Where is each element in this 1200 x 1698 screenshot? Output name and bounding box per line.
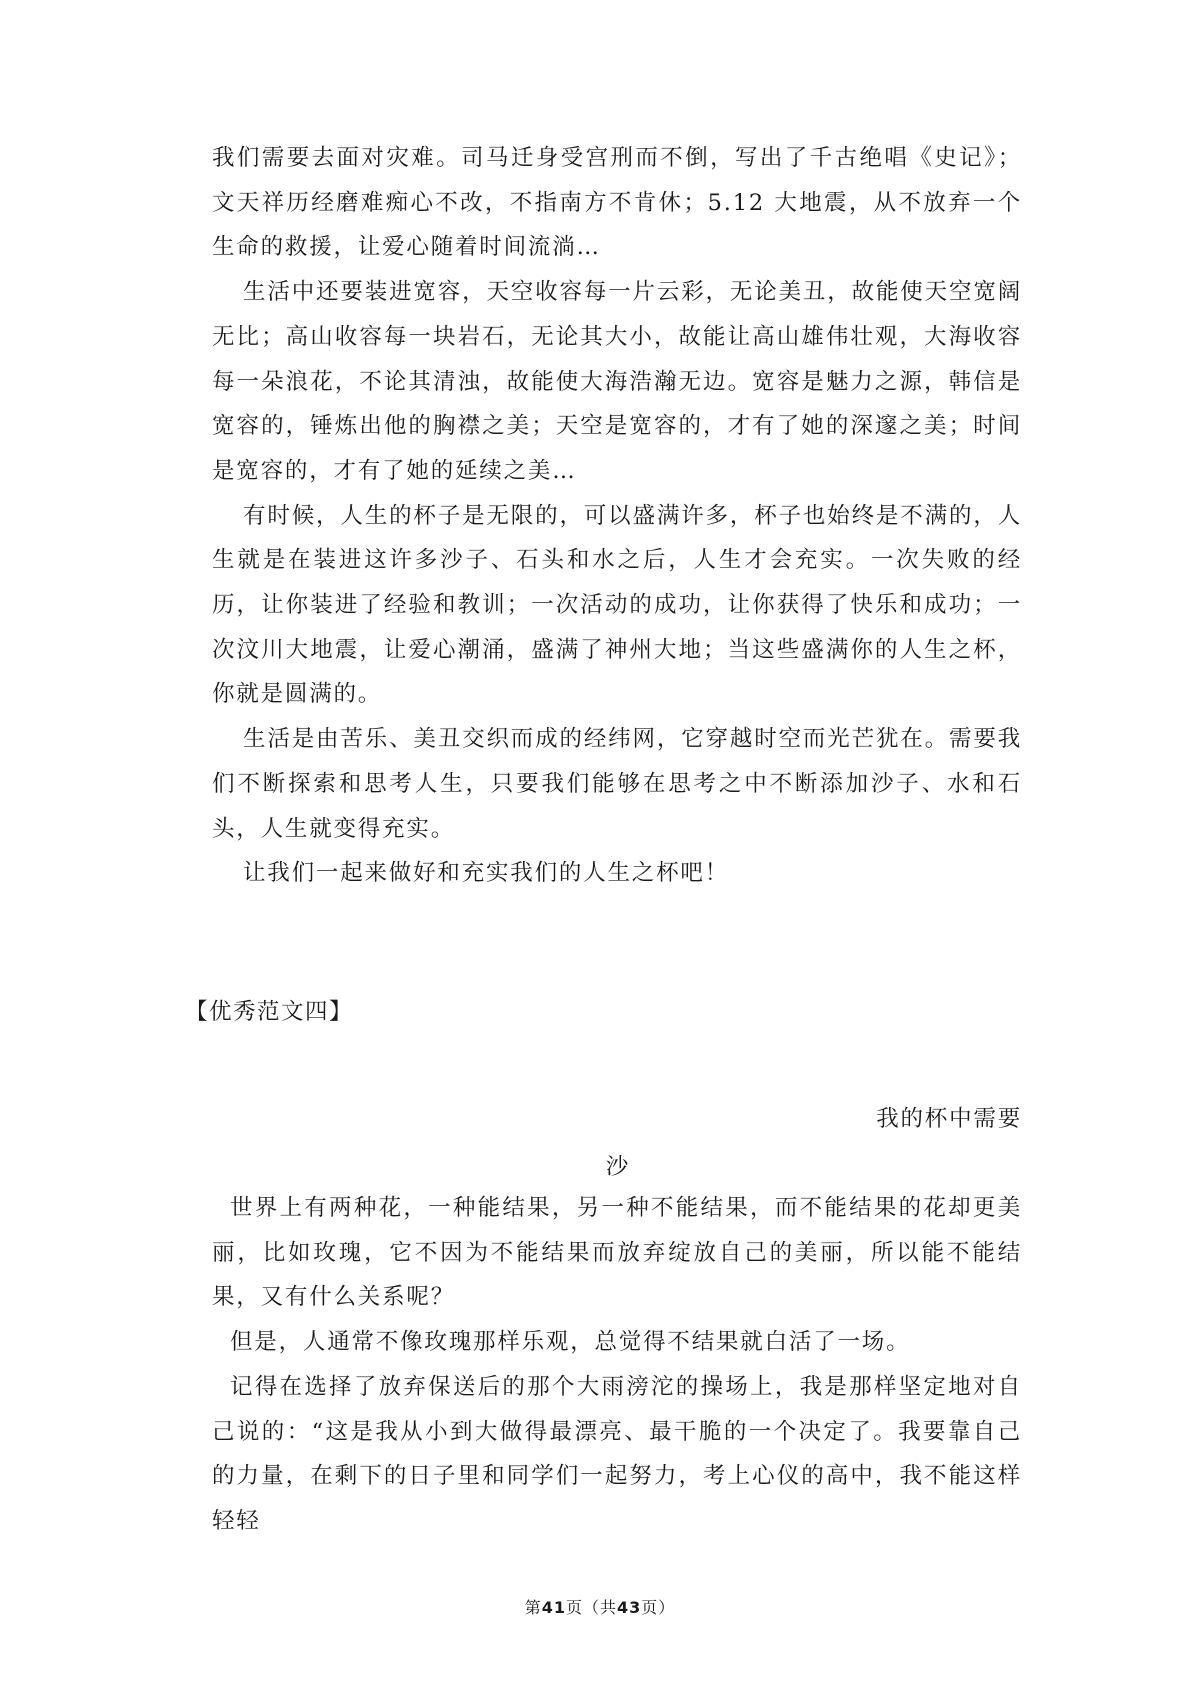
paragraph-decision: 记得在选择了放弃保送后的那个大雨滂沱的操场上，我是那样坚定地对自己说的：“这是我从小到大做得最漂亮、最干脆的一个决定了。我要靠自己的力量，在剩下的日子里和同学们一起努力，考上心仪的高中，我不能这样轻轻 xyxy=(212,1373,1022,1534)
footer-middle: 页（共 xyxy=(565,1598,617,1617)
footer-total-pages: 43 xyxy=(617,1598,642,1617)
paragraph-conclusion: 让我们一起来做好和充实我们的人生之杯吧！ xyxy=(243,860,730,887)
paragraph-life-web: 生活是由苦乐、美丑交织而成的经纬网，它穿越时空而光芒犹在。需要我们不断探索和思考人生，只要我们能够在思考之中不断添加沙子、水和石头，人生就变得充实。 xyxy=(212,726,1022,842)
paragraph-not-like-rose: 但是，人通常不像玫瑰那样乐观，总觉得不结果就白活了一场。 xyxy=(230,1329,911,1356)
page-footer xyxy=(0,1596,1200,1620)
paragraph-tolerance: 生活中还要装进宽容，天空收容每一片云彩，无论美丑，故能使天空宽阔无比；高山收容每一块岩石，无论其大小，故能让高山雄伟壮观，大海收容每一朵浪花，不论其清浊，故能使大海浩瀚无边。宽容是魅力之源，韩信是宽容的，锤炼出他的胸襟之美；天空是宽容的，才有了她的深邃之美；时间是宽容的，才有了她的延续之美… xyxy=(212,279,1022,484)
essay-four-body xyxy=(212,1186,1022,1544)
essay-subtitle: 沙 xyxy=(605,1154,629,1180)
paragraph-two-flowers: 世界上有两种花，一种能结果，另一种不能结果，而不能结果的花却更美丽，比如玫瑰，它不因为不能结果而放弃绽放自己的美丽，所以能不能结果，又有什么关系呢？ xyxy=(212,1195,1022,1311)
footer-suffix: 页） xyxy=(641,1598,676,1617)
footer-page-number: 41 xyxy=(541,1598,566,1617)
essay-title: 我的杯中需要 xyxy=(876,1106,1022,1132)
paragraph-cup-of-life: 有时候，人生的杯子是无限的，可以盛满许多，杯子也始终是不满的，人生就是在装进这许多沙子、石头和水之后，人生才会充实。一次失败的经历，让你装进了经验和教训；一次活动的成功，让你获得了快乐和成功；一次汶川大地震，让爱心潮涌，盛满了神州大地；当这些盛满你的人生之杯，你就是圆满的。 xyxy=(212,502,1022,708)
paragraph-disaster: 我们需要去面对灾难。司马迁身受宫刑而不倒，写出了千古绝唱《史记》；文天祥历经磨难痴心不改，不指南方不肯休；5.12 大地震，从不放弃一个生命的救援，让爱心随着时间流淌… xyxy=(212,145,1022,261)
essay-three-body xyxy=(212,136,1022,896)
footer-prefix: 第 xyxy=(524,1598,542,1617)
section-label: 【优秀范文四】 xyxy=(185,999,354,1025)
